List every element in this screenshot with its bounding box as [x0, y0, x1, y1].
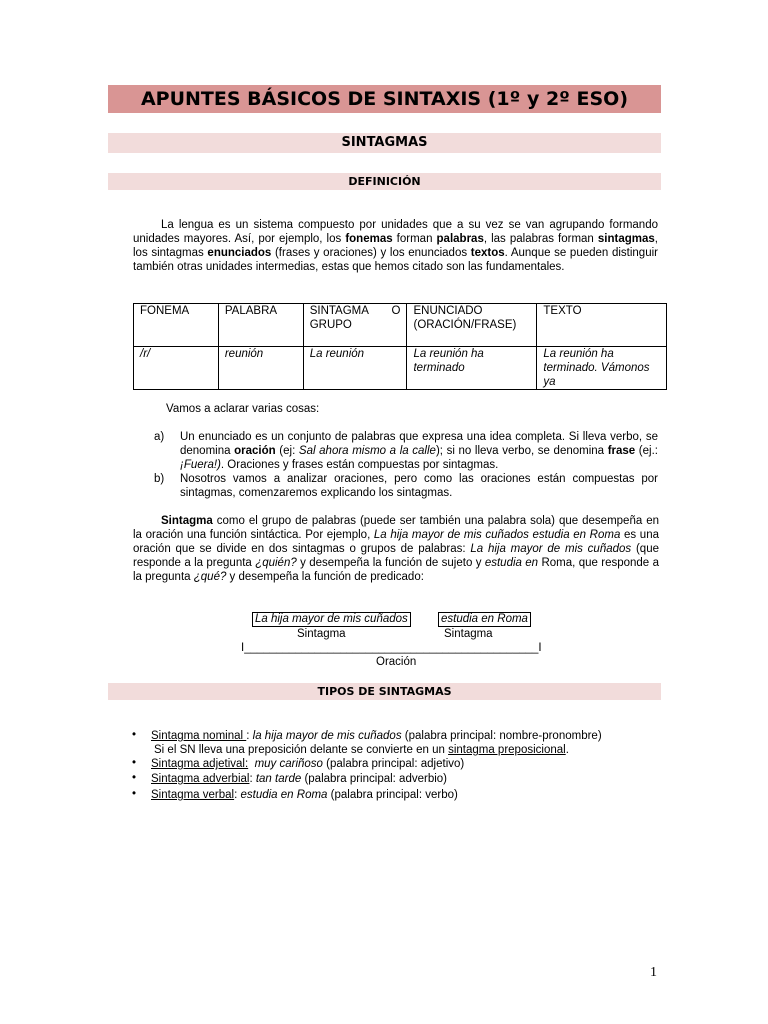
italic-run: ¡Fuera!): [180, 459, 221, 471]
table-header-cell: PALABRA: [218, 304, 303, 347]
bullet-icon: •: [132, 788, 137, 800]
italic-run: ¿qué?: [193, 571, 227, 583]
table-header-cell: SINTAGMA O GRUPO: [303, 304, 407, 347]
sintagma-predicado-text: estudia en Roma: [438, 612, 531, 627]
table-cell: La reunión: [303, 347, 407, 390]
underlined-run: Sintagma verbal: [151, 789, 235, 801]
text-run: Si el SN lleva una preposición delante se convierte en un: [154, 744, 449, 756]
text-run: (palabra principal: adverbio): [301, 773, 447, 785]
sintagma-label-2: Sintagma: [444, 628, 493, 640]
italic-run: Sal ahora mismo a la calle: [298, 445, 436, 457]
italic-run: estudia en: [484, 557, 539, 569]
oracion-bracket: I______________________________________________I: [241, 642, 542, 654]
text-run: :: [246, 730, 253, 742]
table-header-cell: FONEMA: [134, 304, 219, 347]
text-run: , las palabras forman: [483, 233, 598, 245]
oracion-label: Oración: [376, 656, 417, 668]
bold-run: palabras: [436, 233, 484, 245]
sintagma-definition-paragraph: [133, 514, 659, 584]
text-run: ); si no lleva verbo, se denomina: [435, 445, 608, 457]
list-item-a: [180, 430, 658, 472]
underlined-run: Sintagma adverbial: [151, 773, 250, 785]
intro-paragraph: [133, 218, 658, 274]
sintagma-box-predicado: [438, 612, 531, 627]
text-run: forman: [392, 233, 437, 245]
table-row: [134, 347, 667, 390]
bold-run: fonemas: [345, 233, 393, 245]
bold-run: enunciados: [207, 247, 272, 259]
text-run: .: [565, 744, 569, 756]
text-run: . Oraciones y frases están compuestas por sintagmas.: [220, 459, 499, 471]
text-run: La lengua es un sistema compuesto por unidades que a su vez se van agrupando formando unidades mayores. Así, por ejemplo, los: [133, 219, 658, 245]
page-number: 1: [650, 965, 657, 980]
sintagma-sujeto-text: La hija mayor de mis cuñados: [252, 612, 411, 627]
text-run: (frases y oraciones) y los enunciados: [271, 247, 471, 259]
text-run: (palabra principal: nombre-pronombre): [401, 730, 602, 742]
italic-run: la hija mayor de mis cuñados: [252, 730, 402, 742]
subsection-heading-definicion: DEFINICIÓN: [108, 173, 661, 190]
text-run: como el grupo de palabras (puede ser también una palabra sola) que desempeña en la oración una función sintáctica. Por ejemplo,: [133, 515, 659, 541]
text-run: (ej:: [275, 445, 299, 457]
table-header-row: [134, 304, 667, 347]
text-run: Un enunciado es un conjunto de palabras que expresa una idea completa. Si lleva verbo, se denomina: [180, 431, 658, 457]
units-table: [133, 303, 667, 390]
text-run: y desempeña la función de predicado:: [226, 571, 424, 583]
list-marker: a): [154, 431, 165, 443]
table-cell: La reunión ha terminado: [407, 347, 537, 390]
underlined-run: Sintagma nominal: [151, 730, 247, 742]
italic-run: tan tarde: [255, 773, 302, 785]
text-run: (palabra principal: verbo): [327, 789, 458, 801]
text-run: (palabra principal: adjetivo): [322, 758, 465, 770]
text-run: Roma, que responde a la pregunta: [133, 557, 659, 583]
text-run: , los sintagmas: [133, 233, 658, 259]
list-item-b: Nosotros vamos a analizar oraciones, pero como las oraciones están compuestas por sintagmas, comenzaremos explicando los sintagmas.: [180, 473, 658, 499]
table-header-cell: ENUNCIADO (ORACIÓN/FRASE): [407, 304, 537, 347]
italic-run: La hija mayor de mis cuñados: [470, 543, 632, 555]
text-run: :: [249, 773, 256, 785]
subsection-heading-tipos: TIPOS DE SINTAGMAS: [108, 683, 661, 700]
clarify-intro: Vamos a aclarar varias cosas:: [166, 403, 320, 415]
clarification-list: [0, 430, 768, 502]
list-item-adjetival: [151, 757, 464, 771]
bullet-icon: •: [132, 757, 137, 769]
italic-run: La hija mayor de mis cuñados estudia en Roma: [373, 529, 621, 541]
italic-run: ¿quién?: [255, 557, 297, 569]
bold-run: frase: [607, 445, 636, 457]
underlined-run: Sintagma adjetival:: [151, 758, 249, 770]
sintagma-label-1: Sintagma: [297, 628, 346, 640]
bullet-icon: •: [132, 729, 137, 741]
italic-run: estudia en Roma: [240, 789, 328, 801]
bold-run: sintagmas: [597, 233, 655, 245]
text-run: . Aunque se pueden distinguir también otras unidades intermedias, estas que hemos citado son las fundamentales.: [133, 247, 658, 273]
list-item-nominal: [151, 729, 602, 743]
bold-run: textos: [470, 247, 505, 259]
text-run: es una oración que se divide en dos sintagmas o grupos de palabras:: [133, 529, 659, 555]
text-run: (ej.:: [635, 445, 658, 457]
table-cell: reunión: [218, 347, 303, 390]
section-heading: SINTAGMAS: [108, 133, 661, 153]
bold-run: oración: [234, 445, 276, 457]
sintagma-box-sujeto: [252, 612, 411, 627]
sn-note: [154, 743, 569, 757]
list-item-verbal: [151, 788, 458, 802]
table-cell: La reunión ha terminado. Vámonos ya: [537, 347, 667, 390]
table-cell: /r/: [134, 347, 219, 390]
list-item-adverbial: [151, 772, 447, 786]
table-header-cell: TEXTO: [537, 304, 667, 347]
bullet-icon: •: [132, 772, 137, 784]
list-marker: b): [154, 473, 165, 485]
bold-run: Sintagma: [161, 515, 213, 527]
text-run: (que responde a la pregunta: [133, 543, 659, 569]
text-run: :: [234, 789, 241, 801]
italic-run: muy cariñoso: [254, 758, 323, 770]
document-title: APUNTES BÁSICOS DE SINTAXIS (1º y 2º ESO): [108, 85, 661, 113]
underlined-run: sintagma preposicional: [448, 744, 566, 756]
text-run: y desempeña la función de sujeto y: [296, 557, 485, 569]
